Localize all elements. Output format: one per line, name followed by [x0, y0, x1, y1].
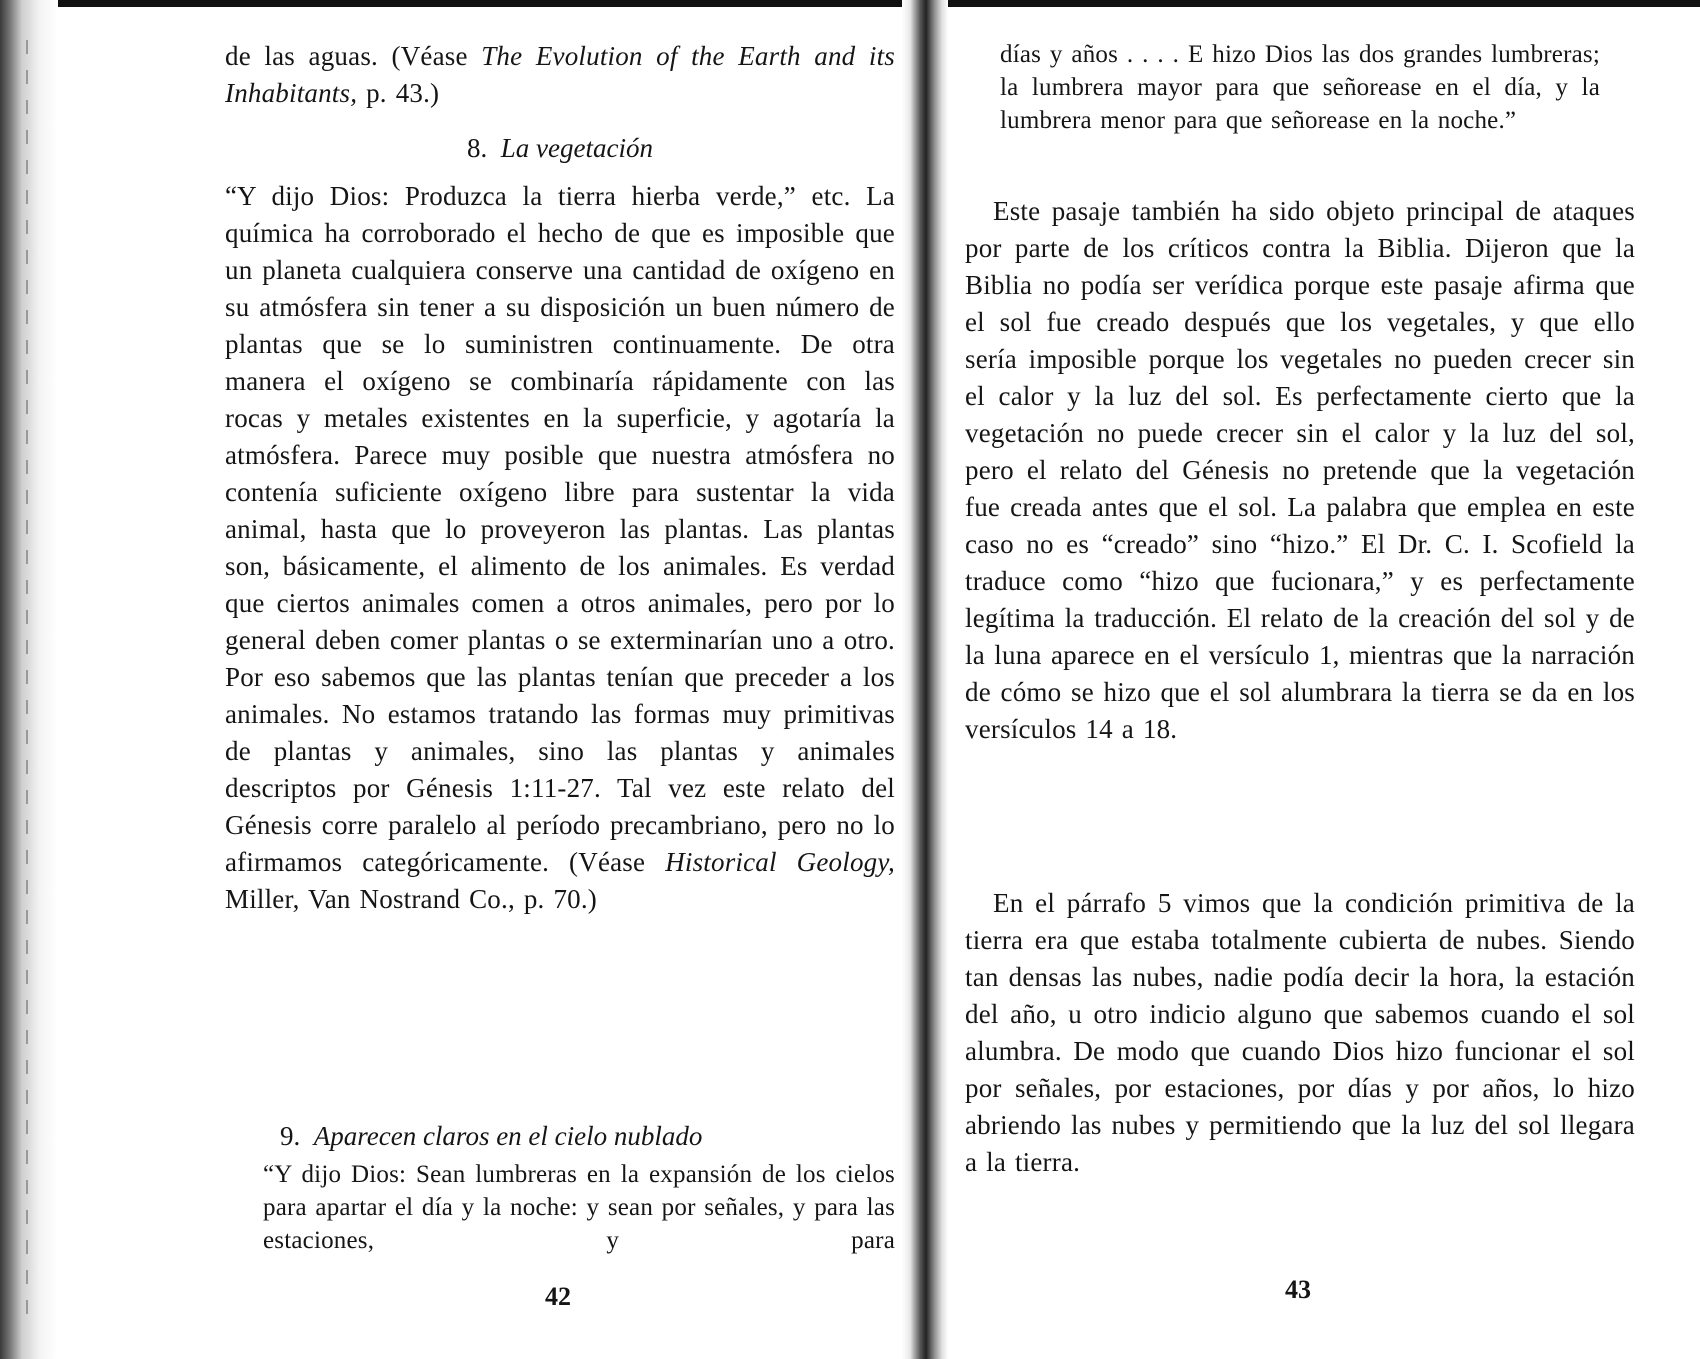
section-8-paragraph: [225, 178, 895, 918]
section-9-heading: [225, 1118, 895, 1154]
section-8-text: “Y dijo Dios: Produzca la tierra hierba verde,” etc. La química ha corroborado el hecho de que es imposible que un planeta cualquiera conserve una cantidad de oxígeno en su atmósfera sin tener a su disposición un buen número de plantas que se lo suministren continuamente. De otra manera el oxígeno se combinaría rápidamente con las rocas y metales existentes en la superficie, y agotaría la atmósfera. Parece muy posible que nuestra atmósfera no contenía suficiente oxígeno libre para sustentar la vida animal, hasta que lo proveyeron las plantas. Las plantas son, básicamente, el alimento de los animales. Es verdad que ciertos animales comen a otros animales, pero por lo general deben comer plantas o se exterminarían uno a otro. Por eso sabemos que las plantas tenían que preceder a los animales. No estamos tratando las formas muy primitivas de plantas y animales, sino las plantas y animales descriptos por Génesis 1:11-27. Tal vez este relato del Génesis corre paralelo al período precambriano, pero no lo afirmamos categóricamente. (Véase: [225, 181, 895, 877]
right-page: [965, 0, 1635, 1359]
section-8-title: La vegetación: [500, 133, 653, 163]
scan-left-edge: [0, 0, 58, 1359]
right-paragraph-2: [965, 885, 1635, 1181]
intro-paragraph: [225, 38, 895, 112]
section-8-heading: [225, 130, 895, 166]
section-8-number: 8.: [467, 133, 488, 163]
quote-continuation-text: días y años . . . . E hizo Dios las dos grandes lumbreras; la lumbrera mayor para que señorease en el día, y la lumbrera menor para que señorease en la noche.”: [1000, 41, 1600, 134]
right-paragraph-1-text: Este pasaje también ha sido objeto principal de ataques por parte de los críticos contra la Biblia. Dijeron que la Biblia no podía ser verídica porque este pasaje afirma que el sol fue creado después que los vegetales, y que ello sería imposible porque los vegetales no pueden crecer sin el calor y la luz del sol. Es perfectamente cierto que la vegetación no puede crecer sin el calor y la luz del sol, pero el relato del Génesis no pretende que la vegetación fue creada antes que el sol. La palabra que emplea en este caso no es “creado” sino “hizo.” El Dr. C. I. Scofield la traduce como “hizo que fucionara,” y es perfectamente legítima la traducción. El relato de la creación del sol y de la luna aparece en el versículo 1, mientras que la narración de cómo se hizo que el sol alumbrara la tierra se da en los versículos 14 a 18.: [965, 196, 1635, 744]
section-8-reference-rest: Miller, Van Nostrand Co., p. 70.): [225, 884, 597, 914]
right-paragraph-2-text: En el párrafo 5 vimos que la condición primitiva de la tierra era que estaba totalmente cubierta de nubes. Siendo tan densas las nubes, nadie podía decir la hora, la estación del año, u otro indicio alguno que sabemos cuando el sol alumbra. De modo que cuando Dios hizo funcionar el sol por señales, por estaciones, por días y por años, lo hizo abriendo las nubes y permitiendo que la luz del sol llegara a la tierra.: [965, 888, 1635, 1177]
quote-continuation: [1000, 38, 1600, 137]
right-paragraph-1: [965, 193, 1635, 748]
section-8-reference-title: Historical Geology,: [665, 847, 895, 877]
left-page: [225, 0, 895, 1359]
book-gutter: [902, 0, 948, 1359]
page-number-left: 42: [545, 1282, 571, 1311]
section-9-quote: [263, 1158, 895, 1257]
intro-reference-page: p. 43.): [357, 78, 440, 108]
section-9-title: Aparecen claros en el cielo nublado: [313, 1121, 703, 1151]
section-9-quote-text: “Y dijo Dios: Sean lumbreras en la expansión de los cielos para apartar el día y la noche: y sean por señales, y para las estaciones, y para: [263, 1161, 895, 1254]
section-9-number: 9.: [280, 1121, 301, 1151]
intro-reference-title: The Evolution of the Earth and its Inhabitants,: [225, 41, 895, 108]
page-number-right: 43: [1285, 1275, 1311, 1304]
intro-text: de las aguas. (Véase: [225, 41, 482, 71]
